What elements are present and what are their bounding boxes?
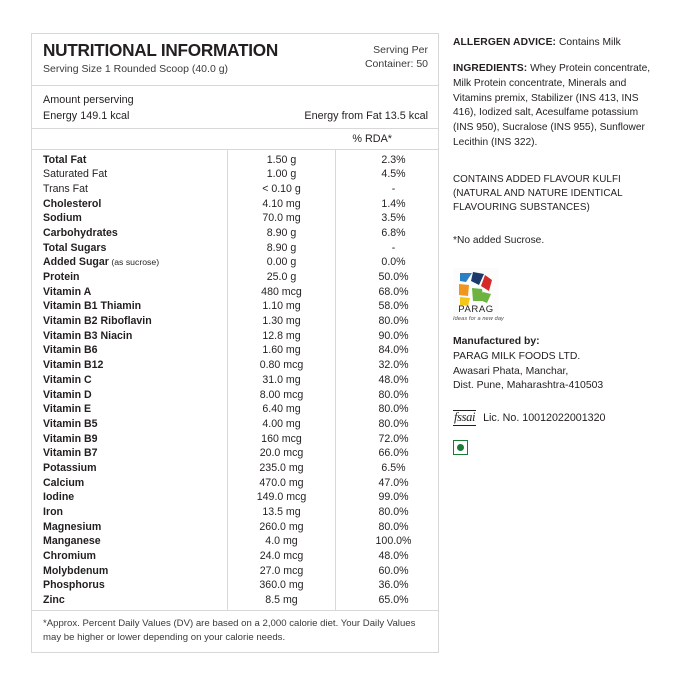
nutrient-amount: 1.60 mg [228,343,336,358]
nutrient-amount: 0.80 mcg [228,358,336,373]
nutrient-amount: 470.0 mg [228,475,336,490]
table-row [32,226,451,241]
nutrient-rda: 90.0% [336,328,452,343]
nutrient-rda: 99.0% [336,490,452,505]
table-row [32,240,451,255]
table-row [32,505,451,520]
nutrient-rda: - [336,182,452,197]
nutrient-name: Trans Fat [43,182,88,195]
ingredients-label: INGREDIENTS: [453,63,528,75]
nutrient-rda: 36.0% [336,578,452,593]
fssai-license-number: Lic. No. 10012022001320 [483,412,606,424]
nutrient-rda: 0.0% [336,255,452,270]
fssai-logo-icon: fssai [454,410,476,425]
nutrient-amount: 31.0 mg [228,372,336,387]
daily-value-footnote: *Approx. Percent Daily Values (DV) are based on a 2,000 calorie diet. Your Daily Values may be higher or lower depending on your calorie needs. [32,610,438,652]
nutrient-amount: 160 mcg [228,431,336,446]
title-group [43,41,365,76]
nutrient-name: Vitamin E [43,403,92,416]
table-row [32,490,451,505]
table-row [32,534,451,549]
nutrient-amount: 4.00 mg [228,417,336,432]
nutrient-name: Molybdenum [43,564,109,577]
nutrient-rda: 68.0% [336,284,452,299]
nutrient-name: Vitamin D [43,388,92,401]
nutrient-amount: 27.0 mcg [228,563,336,578]
nutrient-amount: 20.0 mcg [228,446,336,461]
fssai-license-row [453,410,653,426]
table-row [32,578,451,593]
table-row [32,343,451,358]
nutrient-amount: 24.0 mcg [228,549,336,564]
nutrient-amount: 0.00 g [228,255,336,270]
nutrient-rda: 100.0% [336,534,452,549]
nutrient-amount: 12.8 mg [228,328,336,343]
table-row [32,358,451,373]
table-row [32,475,451,490]
nutrient-amount: 1.00 g [228,167,336,182]
nutrient-amount: 8.00 mcg [228,387,336,402]
nutrient-name: Total Fat [43,153,87,166]
nutrient-name: Phosphorus [43,579,105,592]
nutrient-rda: 6.8% [336,226,452,241]
nutrient-name: Magnesium [43,520,102,533]
rda-column-header: % RDA* [352,132,392,145]
nutrient-rda: 80.0% [336,387,452,402]
table-row [32,196,451,211]
nutrient-name: Vitamin B5 [43,417,98,430]
nutrient-rda: 84.0% [336,343,452,358]
nutrient-rda: 1.4% [336,196,452,211]
nutrient-amount: 8.90 g [228,240,336,255]
nutrient-name-note: (as sucrose) [108,257,160,268]
table-row [32,402,451,417]
nutrient-amount: 6.40 mg [228,402,336,417]
nutrient-name: Calcium [43,476,85,489]
table-row [32,563,451,578]
nutrient-name: Potassium [43,461,97,474]
nutrient-rda: 65.0% [336,593,452,610]
nutrient-rda: 3.5% [336,211,452,226]
vegetarian-mark-icon [453,440,468,455]
nutrient-name: Vitamin B9 [43,432,98,445]
table-row [32,417,451,432]
nutrient-amount: 480 mcg [228,284,336,299]
nutrient-name: Vitamin B1 Thiamin [43,300,142,313]
nutrient-rda: 72.0% [336,431,452,446]
nutrient-name: Iodine [43,491,75,504]
manufacturer-block [453,335,653,394]
nutrient-amount: 8.5 mg [228,593,336,610]
nutrient-amount: < 0.10 g [228,182,336,197]
nutrient-name: Vitamin B7 [43,447,98,460]
nutrient-amount: 13.5 mg [228,505,336,520]
table-row [32,446,451,461]
table-row [32,372,451,387]
nutrient-rda: 80.0% [336,314,452,329]
brand-logo-block [453,268,653,323]
side-information-column [453,36,653,455]
nutrient-name: Protein [43,271,80,283]
nutrient-name: Total Sugars [43,241,107,254]
nutrient-rda: 80.0% [336,519,452,534]
ingredients-block [453,62,653,150]
nutrient-amount: 260.0 mg [228,519,336,534]
nutrient-name: Saturated Fat [43,168,108,181]
nutrient-rda: 80.0% [336,402,452,417]
table-row [32,211,451,226]
vegetarian-dot [457,444,465,452]
parag-logo-icon [453,268,499,315]
table-row [32,461,451,476]
brand-tagline: Ideas for a new day [453,316,504,323]
added-flavour-notice: CONTAINS ADDED FLAVOUR KULFI (NATURAL AND NATURE IDENTICAL FLAVOURING SUBSTANCES) [453,173,623,213]
amount-per-serving-band [32,86,438,129]
nutrient-name: Vitamin A [43,285,92,298]
nutrient-amount: 149.0 mcg [228,490,336,505]
nutrient-name: Vitamin B2 Riboflavin [43,315,152,328]
nutrient-amount: 1.10 mg [228,299,336,314]
nutrient-amount: 235.0 mg [228,461,336,476]
nutrient-rda: 48.0% [336,549,452,564]
table-row [32,431,451,446]
manufactured-by-label: Manufactured by: [453,336,540,348]
table-row [32,328,451,343]
nutrient-rda: 80.0% [336,417,452,432]
nutrient-name: Added Sugar (as sucrose) [43,256,160,269]
nutrient-rda: 47.0% [336,475,452,490]
rda-header-band [32,129,438,150]
nutrient-rda: 4.5% [336,167,452,182]
manufacturer-address-line1: Awasari Phata, Manchar, [453,365,569,377]
nutrient-name: Cholesterol [43,197,102,210]
table-row [32,150,451,167]
nutrient-name: Vitamin B6 [43,344,98,357]
serving-per-line2: Container: 50 [364,57,428,70]
nutrient-rda: 60.0% [336,563,452,578]
allergen-advice [453,36,653,49]
table-row [32,549,451,564]
energy-from-fat-value: Energy from Fat 13.5 kcal [304,109,428,122]
table-row [32,519,451,534]
nutrient-rda: 50.0% [336,270,452,285]
table-row [32,387,451,402]
nutrition-facts-table [32,150,451,611]
no-added-sucrose-note: *No added Sucrose. [453,234,545,246]
energy-row [43,110,428,122]
nutrient-name: Manganese [43,535,101,548]
nutrient-name: Vitamin C [43,373,92,386]
nutrient-name: Vitamin B3 Niacin [43,329,133,342]
nutrient-amount: 25.0 g [228,270,336,285]
nutrition-table-body [32,150,451,611]
svg-text:PARAG: PARAG [458,303,494,315]
ingredients-value: Whey Protein concentrate, Milk Protein concentrate, Minerals and Vitamins premix, Stabilizer (INS 413, INS 416), Iodized salt, Acesulfame potassium (INS 950), Sucralose (INS 955), Sunflower Lecithin (INS 322). [453,63,651,148]
table-row [32,284,451,299]
serving-per-container [365,41,428,72]
nutrient-name: Carbohydrates [43,226,118,239]
serving-per-line1: Serving Per [373,44,428,56]
amount-per-serving-label: Amount perserving [43,93,134,106]
table-row [32,299,451,314]
nutrient-amount: 4.0 mg [228,534,336,549]
nutrient-amount: 8.90 g [228,226,336,241]
nutrient-name: Iron [43,506,64,518]
table-row [32,255,451,270]
manufacturer-name: PARAG MILK FOODS LTD. [453,350,581,362]
nutrient-name: Zinc [43,594,65,607]
nutrient-rda: 66.0% [336,446,452,461]
allergen-advice-value: Contains Milk [556,37,621,48]
manufacturer-address-line2: Dist. Pune, Maharashtra-410503 [453,380,604,392]
page-title: NUTRITIONAL INFORMATION [43,40,278,60]
nutrient-amount: 4.10 mg [228,196,336,211]
nutrient-rda: 80.0% [336,505,452,520]
nutrient-amount: 70.0 mg [228,211,336,226]
table-row [32,182,451,197]
nutrient-rda: 48.0% [336,372,452,387]
panel-header [32,34,438,86]
allergen-advice-label: ALLERGEN ADVICE: [453,37,557,48]
nutrient-rda: 58.0% [336,299,452,314]
table-row [32,593,451,610]
nutrient-name: Vitamin B12 [43,359,104,372]
table-row [32,314,451,329]
nutrient-rda: - [336,240,452,255]
nutrient-amount: 1.50 g [228,150,336,167]
table-row [32,167,451,182]
nutrient-amount: 1.30 mg [228,314,336,329]
table-row [32,270,451,285]
nutrient-rda: 6.5% [336,461,452,476]
nutrient-name: Chromium [43,550,96,563]
nutrient-name: Sodium [43,212,82,225]
nutritional-information-panel [31,33,439,653]
nutrient-rda: 32.0% [336,358,452,373]
energy-value: Energy 149.1 kcal [43,109,130,122]
nutrient-rda: 2.3% [336,150,452,167]
nutrient-amount: 360.0 mg [228,578,336,593]
serving-size-text: Serving Size 1 Rounded Scoop (40.0 g) [43,63,229,76]
